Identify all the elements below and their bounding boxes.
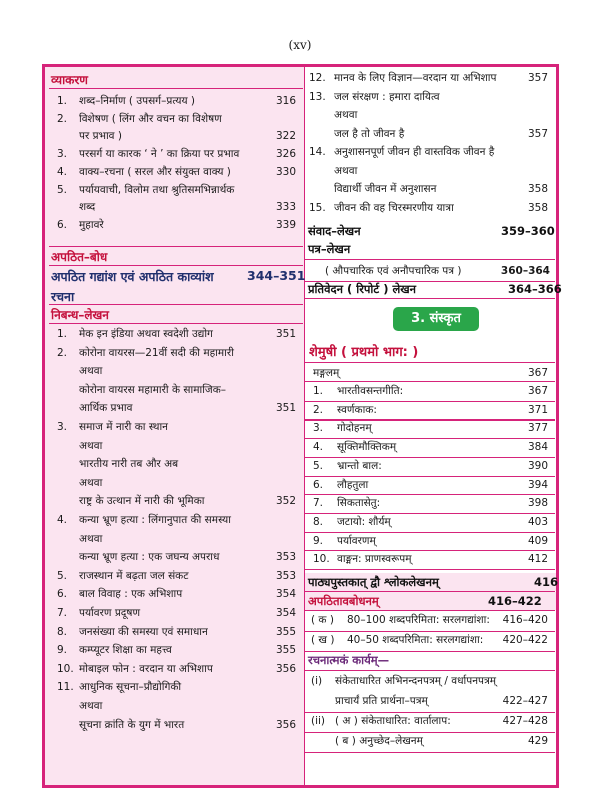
divider — [305, 513, 555, 514]
samvad-heading-pages: 359–360 — [501, 224, 555, 238]
entry-number: 14. — [309, 146, 326, 158]
entry-page: 367 — [527, 385, 548, 397]
toc-entry — [45, 420, 304, 513]
entry-number: 5. — [313, 459, 324, 472]
entry-number: 6. — [313, 478, 324, 491]
divider — [305, 631, 555, 632]
entry-text: आर्थिक प्रभाव — [79, 402, 133, 415]
entry-page: 356 — [275, 718, 296, 731]
entry-text: भ्रान्तो बाल: — [337, 459, 382, 472]
entry-page: 412 — [527, 553, 548, 566]
right-column — [305, 67, 562, 785]
entry-page: 398 — [527, 497, 548, 510]
apathit-sub-pages: 344–351 — [247, 268, 306, 283]
entry-text: अथवा — [79, 365, 103, 378]
entry-number: 9. — [57, 644, 68, 657]
entry-text: वाङ्मन: प्राणस्वरूपम् — [337, 553, 412, 566]
entry-number: 11. — [57, 681, 74, 694]
divider — [305, 476, 555, 477]
entry-number: 9. — [313, 534, 324, 547]
apathitavabodhanam-pages: 416–422 — [488, 594, 542, 608]
divider — [305, 298, 555, 299]
divider — [305, 712, 555, 713]
entry-text: जीवन की वह चिरस्मरणीय यात्रा — [334, 201, 454, 214]
toc-entry — [305, 90, 556, 146]
entry-number: ( क ) — [311, 614, 334, 626]
entry-text: अनुशासनपूर्ण जीवन ही वास्तविक जीवन है — [334, 146, 495, 158]
entry-number: 5. — [57, 183, 68, 196]
entry-number: 10. — [313, 553, 330, 566]
samvad-heading-label: संवाद–लेखन — [308, 224, 361, 238]
entry-number: 4. — [57, 165, 68, 178]
toc-entry — [305, 674, 556, 714]
entry-page: 357 — [527, 72, 548, 84]
divider — [49, 323, 303, 324]
entry-text: लौहतुला — [337, 478, 369, 491]
entry-number: 2. — [313, 403, 324, 416]
entry-text: गोदोहनम् — [337, 422, 372, 435]
divider — [305, 381, 555, 382]
entry-number: 1. — [57, 95, 68, 107]
entry-number: 2. — [57, 112, 68, 125]
rachnatmak-heading: रचनात्मकं कार्यम्— — [308, 653, 390, 667]
toc-entry — [45, 625, 304, 644]
entry-text: परसर्ग या कारक ‘ ने ’ का क्रिया पर प्रभाव — [79, 148, 240, 161]
divider — [49, 304, 303, 305]
entry-number: 6. — [57, 588, 68, 601]
entry-number: 5. — [57, 569, 68, 582]
entry-number: 1. — [313, 385, 324, 397]
intro-text: मङ्गलम् — [313, 367, 340, 379]
entry-text: पर प्रभाव ) — [79, 130, 122, 143]
entry-text: कन्या भ्रूण हत्या : एक जघन्य अपराध — [79, 551, 220, 564]
entry-text: अथवा — [79, 532, 103, 545]
entry-text: पर्यावरण प्रदूषण — [79, 607, 141, 619]
entry-page: 356 — [275, 662, 296, 675]
divider — [305, 532, 555, 533]
entry-number: 4. — [313, 441, 324, 454]
entry-page: 333 — [275, 201, 296, 214]
entry-text: अथवा — [79, 439, 103, 452]
toc-entry — [305, 201, 556, 220]
entry-number: 12. — [309, 72, 326, 84]
entry-text: अथवा — [334, 109, 358, 121]
entry-page: 371 — [527, 403, 548, 416]
entry-text: जटायो: शौर्यम् — [337, 515, 391, 528]
entry-text: मोबाइल फोन : वरदान या अभिशाप — [79, 662, 213, 675]
entry-number: 8. — [57, 625, 68, 638]
toc-entry — [45, 513, 304, 569]
divider — [305, 610, 555, 611]
section-heading-vyakaran: व्याकरण — [51, 73, 88, 87]
toc-entry — [305, 71, 556, 90]
toc-entry — [305, 145, 556, 201]
entry-page: 429 — [527, 735, 548, 747]
entry-number: 10. — [57, 662, 74, 675]
patra-heading: पत्र–लेखन — [308, 242, 351, 256]
entry-number: 2. — [57, 346, 68, 359]
nibandh-subheading: निबन्ध–लेखन — [51, 308, 109, 322]
prativedan-heading-pages: 364–366 — [508, 282, 562, 296]
entry-page: 353 — [275, 551, 296, 564]
toc-entry — [45, 94, 304, 112]
entry-page: 352 — [275, 495, 296, 508]
entry-text: स्वर्णकाक: — [337, 403, 377, 416]
toc-entry — [45, 643, 304, 662]
toc-entry — [45, 680, 304, 736]
entry-number: 1. — [57, 328, 68, 340]
entry-page: 427–428 — [502, 715, 548, 727]
entry-text: राष्ट्र के उत्थान में नारी की भूमिका — [79, 495, 205, 508]
entry-page: 322 — [275, 130, 296, 143]
patra-sub-pages: 360–364 — [500, 265, 550, 277]
divider — [305, 457, 555, 458]
entry-page: 339 — [275, 218, 296, 231]
entry-text: विद्यार्थी जीवन में अनुशासन — [334, 183, 437, 195]
entry-text: अथवा — [334, 164, 358, 177]
entry-text: ( अ ) संकेताधारित: वार्तालाप: — [335, 715, 451, 727]
divider — [305, 419, 555, 420]
toc-entry — [45, 569, 304, 588]
entry-number: 15. — [309, 201, 326, 214]
entry-text: विशेषण ( लिंग और वचन का विशेषण — [79, 112, 222, 125]
entry-page: 353 — [275, 569, 296, 582]
toc-entry — [45, 112, 304, 147]
entry-text: पर्यावरणम् — [337, 534, 376, 547]
entry-text: जल संरक्षण : हमारा दायित्व — [334, 90, 440, 103]
divider — [305, 752, 555, 753]
apathitavabodhanam-label: अपठितावबोधनम् — [308, 594, 379, 608]
toc-entry — [45, 346, 304, 420]
entry-number: 3. — [313, 422, 324, 435]
divider — [49, 88, 303, 89]
entry-page: 354 — [275, 588, 296, 601]
toc-entry — [45, 183, 304, 218]
toc-entry — [305, 714, 556, 734]
entry-number: 3. — [57, 421, 68, 433]
intro-page: 367 — [527, 367, 548, 379]
entry-page: 351 — [275, 328, 296, 340]
entry-text: सूक्तिमौक्तिकम् — [337, 441, 397, 454]
entry-text: समाज में नारी का स्थान — [79, 421, 168, 433]
entry-text: कन्या भ्रूण हत्या : लिंगानुपात की समस्या — [79, 514, 231, 526]
divider — [49, 265, 303, 266]
entry-page: 354 — [275, 607, 296, 619]
toc-entry — [45, 662, 304, 681]
divider — [305, 732, 555, 733]
sanskrit-banner: 3. संस्कृत — [393, 307, 479, 331]
entry-page: 330 — [275, 165, 296, 178]
entry-text: मेक इन इंडिया अथवा स्वदेशी उद्योग — [79, 328, 213, 340]
toc-entry — [305, 734, 556, 754]
entry-text: मानव के लिए विज्ञान—वरदान या अभिशाप — [334, 72, 497, 84]
shloka-heading-pages: 416 — [534, 575, 559, 589]
entry-number: 3. — [57, 148, 68, 161]
entry-number: 13. — [309, 90, 326, 103]
apathit-sub-text: अपठित गद्यांश एवं अपठित काव्यांश — [51, 269, 214, 284]
entry-text: राजस्थान में बढ़ता जल संकट — [79, 569, 189, 582]
toc-entry — [305, 613, 556, 633]
section-heading-rachna: रचना — [51, 289, 75, 304]
entry-text: वाक्य–रचना ( सरल और संयुक्त वाक्य ) — [79, 165, 231, 178]
divider — [305, 259, 555, 260]
entry-page: 422–427 — [502, 695, 548, 707]
entry-text: प्राचार्यं प्रति प्रार्थना–पत्रम् — [335, 695, 428, 707]
left-column — [45, 67, 305, 785]
divider — [305, 550, 555, 551]
entry-page: 377 — [527, 422, 548, 435]
prativedan-heading-label: प्रतिवेदन ( रिपोर्ट ) लेखन — [308, 282, 417, 296]
entry-page: 358 — [527, 183, 548, 195]
entry-number: (i) — [311, 675, 323, 687]
entry-text: शब्द–निर्माण ( उपसर्ग–प्रत्यय ) — [79, 95, 195, 107]
toc-entry — [45, 218, 304, 236]
toc-entry — [305, 633, 556, 653]
toc-entry — [45, 587, 304, 606]
entry-text: अथवा — [79, 476, 103, 489]
entry-text: बाल विवाह : एक अभिशाप — [79, 588, 183, 601]
entry-page: 357 — [527, 127, 548, 140]
entry-page: 416–420 — [502, 614, 548, 626]
page-number: (xv) — [288, 38, 312, 52]
entry-page: 316 — [275, 95, 296, 107]
entry-number: 7. — [313, 497, 324, 510]
entry-page: 390 — [527, 459, 548, 472]
entry-text: सिकतासेतु: — [337, 497, 381, 510]
divider — [305, 494, 555, 495]
entry-page: 351 — [275, 402, 296, 415]
entry-text: शब्द — [79, 201, 96, 214]
entry-page: 355 — [275, 625, 296, 638]
entry-number: 4. — [57, 514, 68, 526]
entry-text: भारतीय नारी तब और अब — [79, 458, 179, 471]
entry-text: कोरोना वायरस—21वीं सदी की महामारी — [79, 346, 234, 359]
entry-text: संकेताधारित अभिनन्दनपत्रम् / वर्धापनपत्रम् — [335, 675, 497, 687]
divider — [305, 651, 555, 652]
entry-number: 7. — [57, 607, 68, 619]
entry-text: सूचना क्रांति के युग में भारत — [79, 718, 185, 731]
entry-text: भारतीवसन्तगीति: — [337, 385, 404, 397]
divider — [305, 670, 555, 671]
toc-entry — [45, 147, 304, 165]
entry-text: जल है तो जीवन है — [334, 127, 405, 140]
toc-entry — [45, 606, 304, 625]
entry-number: 6. — [57, 218, 68, 231]
entry-page: 403 — [527, 515, 548, 528]
entry-text: आधुनिक सूचना–प्रौद्योगिकी — [79, 681, 182, 694]
entry-text: अथवा — [79, 699, 103, 712]
entry-page: 394 — [527, 478, 548, 491]
toc-entry — [45, 327, 304, 346]
entry-text: पर्यायवाची, विलोम तथा श्रुतिसमभिन्नार्थक — [79, 183, 235, 196]
divider — [305, 401, 555, 402]
entry-text: 40–50 शब्दपरिमिता: सरलगद्यांशा: — [347, 634, 484, 646]
divider — [49, 246, 303, 247]
entry-page: 409 — [527, 534, 548, 547]
entry-text: ( ब ) अनुच्छेद–लेखनम् — [335, 735, 423, 747]
entry-page: 358 — [527, 201, 548, 214]
entry-number: 8. — [313, 515, 324, 528]
entry-page: 326 — [275, 148, 296, 161]
entry-page: 384 — [527, 441, 548, 454]
section-heading-apathit: अपठित–बोध — [51, 250, 108, 264]
entry-page: 355 — [275, 644, 296, 657]
entry-text: कोरोना वायरस महामारी के सामाजिक– — [79, 383, 227, 396]
entry-text: जनसंख्या की समस्या एवं समाधान — [79, 625, 208, 638]
divider — [305, 362, 555, 363]
entry-text: कम्प्यूटर शिक्षा का महत्त्व — [79, 644, 172, 657]
shemushi-heading: शेमुषी ( प्रथमो भाग: ) — [309, 345, 419, 360]
shloka-heading-label: पाठ्यपुस्तकात् द्वौ श्लोकलेखनम् — [308, 575, 439, 589]
entry-page: 420–422 — [502, 634, 548, 646]
entry-text: मुहावरे — [79, 218, 104, 231]
entry-text: 80–100 शब्दपरिमिता: सरलगद्यांशा: — [347, 614, 490, 626]
entry-number: ( ख ) — [311, 634, 335, 646]
entry-number: (ii) — [311, 715, 326, 727]
divider — [305, 438, 555, 439]
toc-entry — [45, 165, 304, 183]
divider — [305, 569, 555, 570]
patra-sub-text: ( औपचारिक एवं अनौपचारिक पत्र ) — [325, 265, 462, 277]
